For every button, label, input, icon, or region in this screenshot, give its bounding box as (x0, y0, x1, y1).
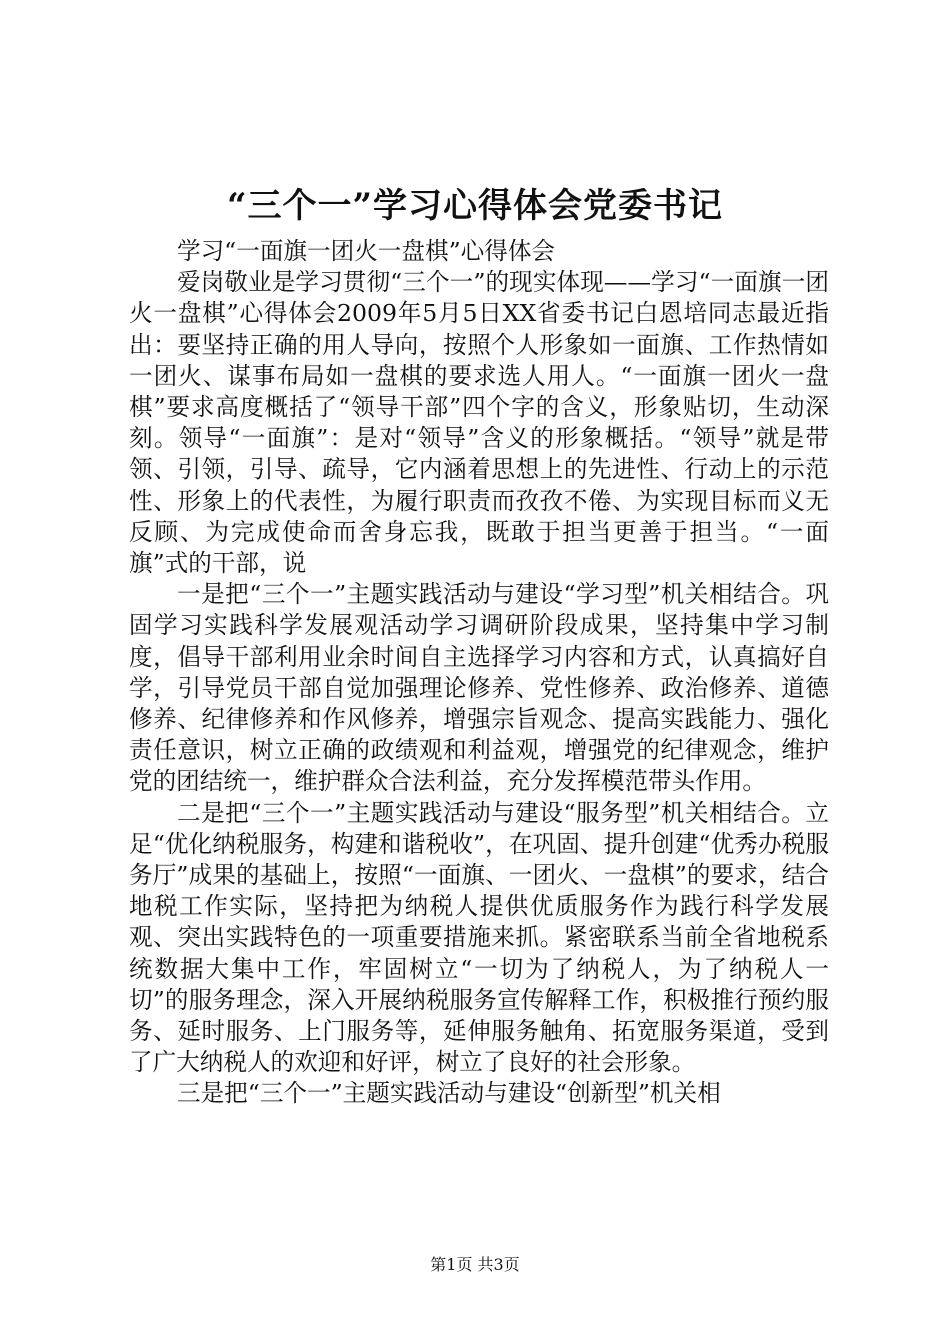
paragraph-intro: 爱岗敬业是学习贯彻“三个一”的现实体现——学习“一面旗一团火一盘棋”心得体会2009年5月5日XX省委书记白恩培同志最近指出：要坚持正确的用人导向，按照个人形象如一面旗、工作热情如一团火、谋事布局如一盘棋的要求选人用人。“一面旗一团火一盘棋”要求高度概括了“领导干部”四个字的含义，形象贴切，生动深刻。领导“一面旗”：是对“领导”含义的形象概括。“领导”就是带领、引领，引导、疏导，它内涵着思想上的先进性、行动上的示范性、形象上的代表性，为履行职责而孜孜不倦、为实现目标而义无反顾、为完成使命而舍身忘我，既敢于担当更善于担当。“一面旗”式的干部，说 (129, 268, 829, 578)
paragraph-point-two: 二是把“三个一”主题实践活动与建设“服务型”机关相结合。立足“优化纳税服务，构建和谐税收”，在巩固、提升创建“优秀办税服务厅”成果的基础上，按照“一面旗、一团火、一盘棋”的要求，结合地税工作实际，坚持把为纳税人提供优质服务作为践行科学发展观、突出实践特色的一项重要措施来抓。紧密联系当前全省地税系统数据大集中工作，牢固树立“一切为了纳税人，为了纳税人一切”的服务理念，深入开展纳税服务宣传解释工作，积极推行预约服务、延时服务、上门服务等，延伸服务触角、拓宽服务渠道，受到了广大纳税人的欢迎和好评，树立了良好的社会形象。 (129, 798, 829, 1077)
paragraph-subtitle: 学习“一面旗一团火一盘棋”心得体会 (177, 237, 556, 265)
paragraph-point-one: 一是把“三个一”主题实践活动与建设“学习型”机关相结合。巩固学习实践科学发展观活动学习调研阶段成果，坚持集中学习制度，倡导干部利用业余时间自主选择学习内容和方式，认真搞好自学，引导党员干部自觉加强理论修养、党性修养、政治修养、道德修养、纪律修养和作风修养，增强宗旨观念、提高实践能力、强化责任意识，树立正确的政绩观和利益观，增强党的纪律观念，维护党的团结统一，维护群众合法利益，充分发挥模范带头作用。 (129, 580, 829, 796)
page-number-footer: 第1页 共3页 (430, 1255, 520, 1274)
document-title: “三个一”学习心得体会党委书记 (226, 186, 724, 226)
paragraph-point-three: 三是把“三个一”主题实践活动与建设“创新型”机关相 (177, 1079, 721, 1108)
document-body (129, 236, 829, 1110)
